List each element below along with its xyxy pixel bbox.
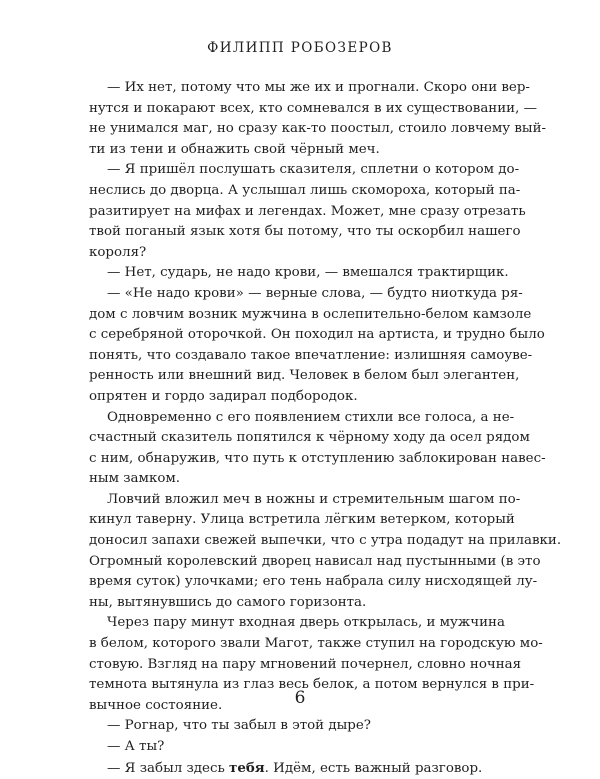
text-line: Огромный королевский дворец нависал над пустынными (в это [89,553,541,569]
text-line: счастный сказитель попятился к чёрному ходу да осел рядом [89,430,530,446]
text-line: — «Не надо крови» — верные слова, — будто ниоткуда ря- [107,285,523,301]
body-text [89,78,562,778]
text-line: Через пару минут входная дверь открылась, и мужчина [107,615,505,631]
text-line: — Нет, сударь, не надо крови, — вмешался трактирщик. [107,265,509,281]
text-line: Ловчий вложил меч в ножны и стремительным шагом по- [107,491,521,507]
text-line: опрятен и гордо задирал подбородок. [89,388,358,404]
text-line: ренность или внешний вид. Человек в белом был элегантен, [89,368,520,384]
dialogue-text: — Я забыл здесь [107,760,230,776]
text-line: вычное состояние. [89,697,223,713]
text-line: ны, вытянувшись до самого горизонта. [89,594,367,610]
text-line: нутся и покарают всех, кто сомневался в их существовании, — [89,100,537,116]
text-line: — Их нет, потому что мы же их и прогнали. Скоро они вер- [107,80,530,95]
text-line: не унимался маг, но сразу как-то поостыл, стоило ловчему вый- [89,121,547,137]
text-line: ти из тени и обнажить свой чёрный меч. [89,141,380,157]
dialogue-text: . Идём, есть важный разговор. [264,760,483,776]
text-line: Одновременно с его появлением стихли все голоса, а не- [107,409,515,425]
text-line: доносил запахи свежей выпечки, что с утра подадут на прилавки. [89,533,562,549]
text-line: короля? [89,244,147,260]
text-line: неслись до дворца. А услышал лишь скомороха, который па- [89,182,521,198]
text-line: понять, что создавало такое впечатление: излишняя самоуве- [89,347,533,363]
text-line: с серебряной оторочкой. Он походил на артиста, и трудно было [89,327,545,343]
text-line: в белом, которого звали Магот, также ступил на городскую мо- [89,636,543,652]
text-line [89,758,502,779]
text-line: разитирует на мифах и легендах. Может, мне сразу отрезать [89,203,526,219]
text-line: с ним, обнаружив, что путь к отступлению заблокирован навес- [89,450,546,466]
text-line: ным замком. [89,471,181,487]
bold-emphasis: тебя [229,759,265,776]
running-head: ФИЛИПП РОБОЗЕРОВ [207,40,393,56]
text-line: — А ты? [107,739,165,754]
text-line: — Рогнар, что ты забыл в этой дыре? [107,718,371,734]
text-line: темнота вытянула из глаз весь белок, а потом вернулся в при- [89,677,535,693]
text-line: стовую. Взгляд на пару мгновений почернел, словно ночная [89,656,522,672]
text-line: твой поганый язык хотя бы потому, что ты оскорбил нашего [89,224,521,240]
text-line: — Я пришёл послушать сказителя, сплетни о котором до- [107,162,520,178]
page-number: 6 [294,688,306,708]
text-line: дом с ловчим возник мужчина в ослепительно-белом камзоле [89,306,532,322]
text-line: кинул таверну. Улица встретила лёгким ветерком, который [89,512,515,528]
text-line: время суток) улочками; его тень набрала силу нисходящей лу- [89,574,538,590]
